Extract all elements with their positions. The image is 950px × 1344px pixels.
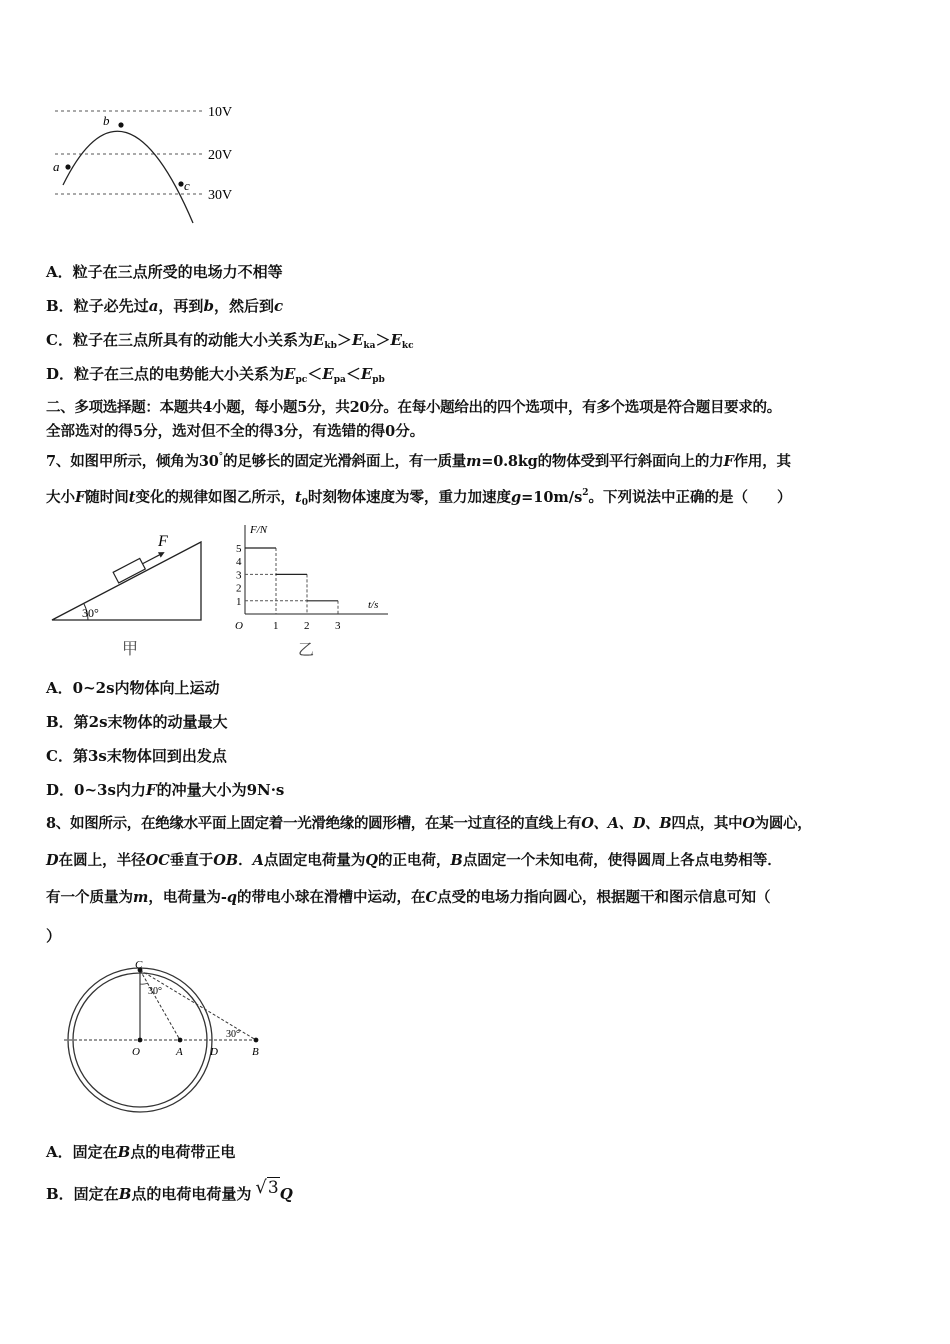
- q6-option-a: A．粒子在三点所受的电场力不相等: [46, 263, 283, 281]
- force-time-chart: [228, 520, 408, 660]
- section-2-heading: 二、多项选择题：本题共4小题，每小题5分，共20分。在每小题给出的四个选项中，有多个选项是符合题目要求的。: [46, 399, 781, 416]
- sqrt-radicand: 3: [267, 1178, 279, 1198]
- point-b-label: B: [252, 1046, 259, 1058]
- x-tick-label: 1: [273, 620, 279, 632]
- q8-stem-line2: D在圆上，半径OC垂直于OB．A点固定电荷量为Q的正电荷，B点固定一个未知电荷，使得圆周上各点电势相等．: [46, 852, 782, 869]
- trajectory-curve: [63, 131, 193, 223]
- sqrt-symbol: √: [255, 1177, 267, 1198]
- incline-figure: [44, 528, 214, 663]
- q7-stem-line2: 大小F随时间t变化的规律如图乙所示，$t_0$时刻物体速度为零，重力加速度$g=10m/s^2$。下列说法中正确的是（ ）: [46, 488, 792, 508]
- point-o-label: O: [132, 1046, 140, 1058]
- q8-option-b: B．固定在B点的电荷电荷量为 √3Q: [46, 1177, 293, 1203]
- angle-b-label: 30°: [226, 1029, 240, 1040]
- point-c-label: C: [135, 959, 143, 971]
- caption-yi: 乙: [298, 642, 315, 659]
- y-tick-label: 3: [236, 569, 242, 582]
- x-axis-label: t/s: [368, 599, 379, 611]
- caption-jia: 甲: [122, 641, 139, 658]
- y-tick-label: 1: [236, 595, 242, 608]
- angle-c-label: 30°: [148, 986, 162, 997]
- point-b-label: b: [103, 113, 110, 128]
- q7-stem-line1: 7、如图甲所示，倾角为30°的足够长的固定光滑斜面上，有一质量m=0.8kg的物体受到平行斜面向上的力F作用，其: [46, 452, 791, 470]
- point-a-label: a: [53, 159, 60, 174]
- x-tick-label: 3: [335, 620, 341, 632]
- q8-option-a: A．固定在B点的电荷带正电: [46, 1143, 236, 1161]
- q7-option-b: B．第2s末物体的动量最大: [46, 713, 228, 731]
- y-tick-label: 4: [236, 556, 242, 569]
- x-tick-label: 2: [304, 620, 310, 632]
- label-10v: 10V: [208, 105, 233, 120]
- x-tick-label: O: [235, 620, 243, 632]
- q8-stem-line1: 8、如图所示，在绝缘水平面上固定着一光滑绝缘的圆形槽，在某一过直径的直线上有O、A、D、B四点，其中O为圆心，: [46, 815, 812, 832]
- q6-option-b: B．粒子必先过a，再到b，然后到c: [46, 297, 284, 315]
- label-20v: 20V: [208, 148, 233, 163]
- point-c-label: c: [184, 178, 190, 193]
- y-axis-label: F/N: [250, 524, 268, 536]
- block: [113, 547, 167, 583]
- q7-option-d: D．0~3s内力F的冲量大小为9N·s: [46, 781, 285, 799]
- q8-stem-line3: 有一个质量为m，电荷量为-q的带电小球在滑槽中运动，在C点受的电场力指向圆心，根据题干和图示信息可知（: [46, 889, 771, 906]
- y-tick-label: 5: [236, 543, 242, 555]
- label-30v: 30V: [208, 188, 233, 203]
- incline-plane: [52, 542, 201, 620]
- circular-groove-figure: [60, 958, 275, 1118]
- trajectory-figure: [40, 95, 260, 230]
- angle-label: 30°: [82, 606, 99, 620]
- point-d-label: D: [210, 1046, 218, 1058]
- y-tick-label: 2: [236, 582, 242, 595]
- q6-option-d: D．粒子在三点的电势能大小关系为$E_{pc}<E_{pa}<E_{pb}$: [46, 365, 385, 385]
- q8-stem-line4: ）: [46, 927, 62, 945]
- section-2-rules: 全部选对的得5分，选对但不全的得3分，有选错的得0分。: [46, 423, 425, 440]
- force-label: F: [158, 533, 168, 550]
- q7-option-a: A．0~2s内物体向上运动: [46, 679, 220, 697]
- q6-option-c: C．粒子在三点所具有的动能大小关系为$E_{kb}>E_{ka}>E_{kc}$: [46, 331, 414, 351]
- q7-option-c: C．第3s末物体回到出发点: [46, 747, 227, 765]
- point-a-label: A: [176, 1046, 183, 1058]
